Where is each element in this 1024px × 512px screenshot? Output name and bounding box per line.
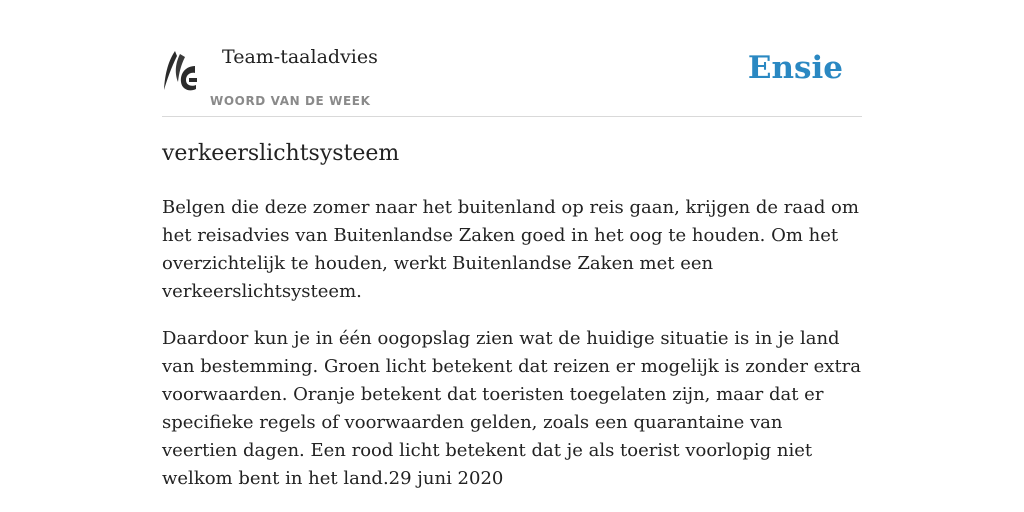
definition-text: Daardoor kun je in één oogopslag zien wat de huidige situatie is in je land van bestemming. Groen licht betekent dat reizen er mogelijk is zonder extra voorwaarden. Oranje betekent dat toeristen toegelaten zijn, maar dat er specifieke regels of voorwaarden gelden, zoals een quarantaine van veertien dagen. Een rood licht betekent dat je als toerist voorlopig niet welkom bent in het land. [162, 328, 862, 489]
definition-paragraph [162, 325, 862, 493]
header [162, 40, 862, 117]
word-of-the-week-label: WOORD VAN DE WEEK [210, 94, 371, 108]
entry-date: 29 juni 2020 [388, 468, 504, 489]
entry-content [162, 138, 862, 493]
source-name: Team-taaladvies [222, 46, 378, 68]
definition-paragraph: Belgen die deze zomer naar het buitenland op reis gaan, krijgen de raad om het reisadvies van Buitenlandse Zaken goed in het oog te houden. Om het overzichtelijk te houden, werkt Buitenlandse Zaken met een verkeerslichtsysteem. [162, 197, 859, 302]
headword-title: verkeerslichtsysteem [162, 141, 400, 166]
brand-logo[interactable]: Ensie [747, 50, 843, 86]
leaf-swirl-logo-icon [162, 48, 198, 96]
